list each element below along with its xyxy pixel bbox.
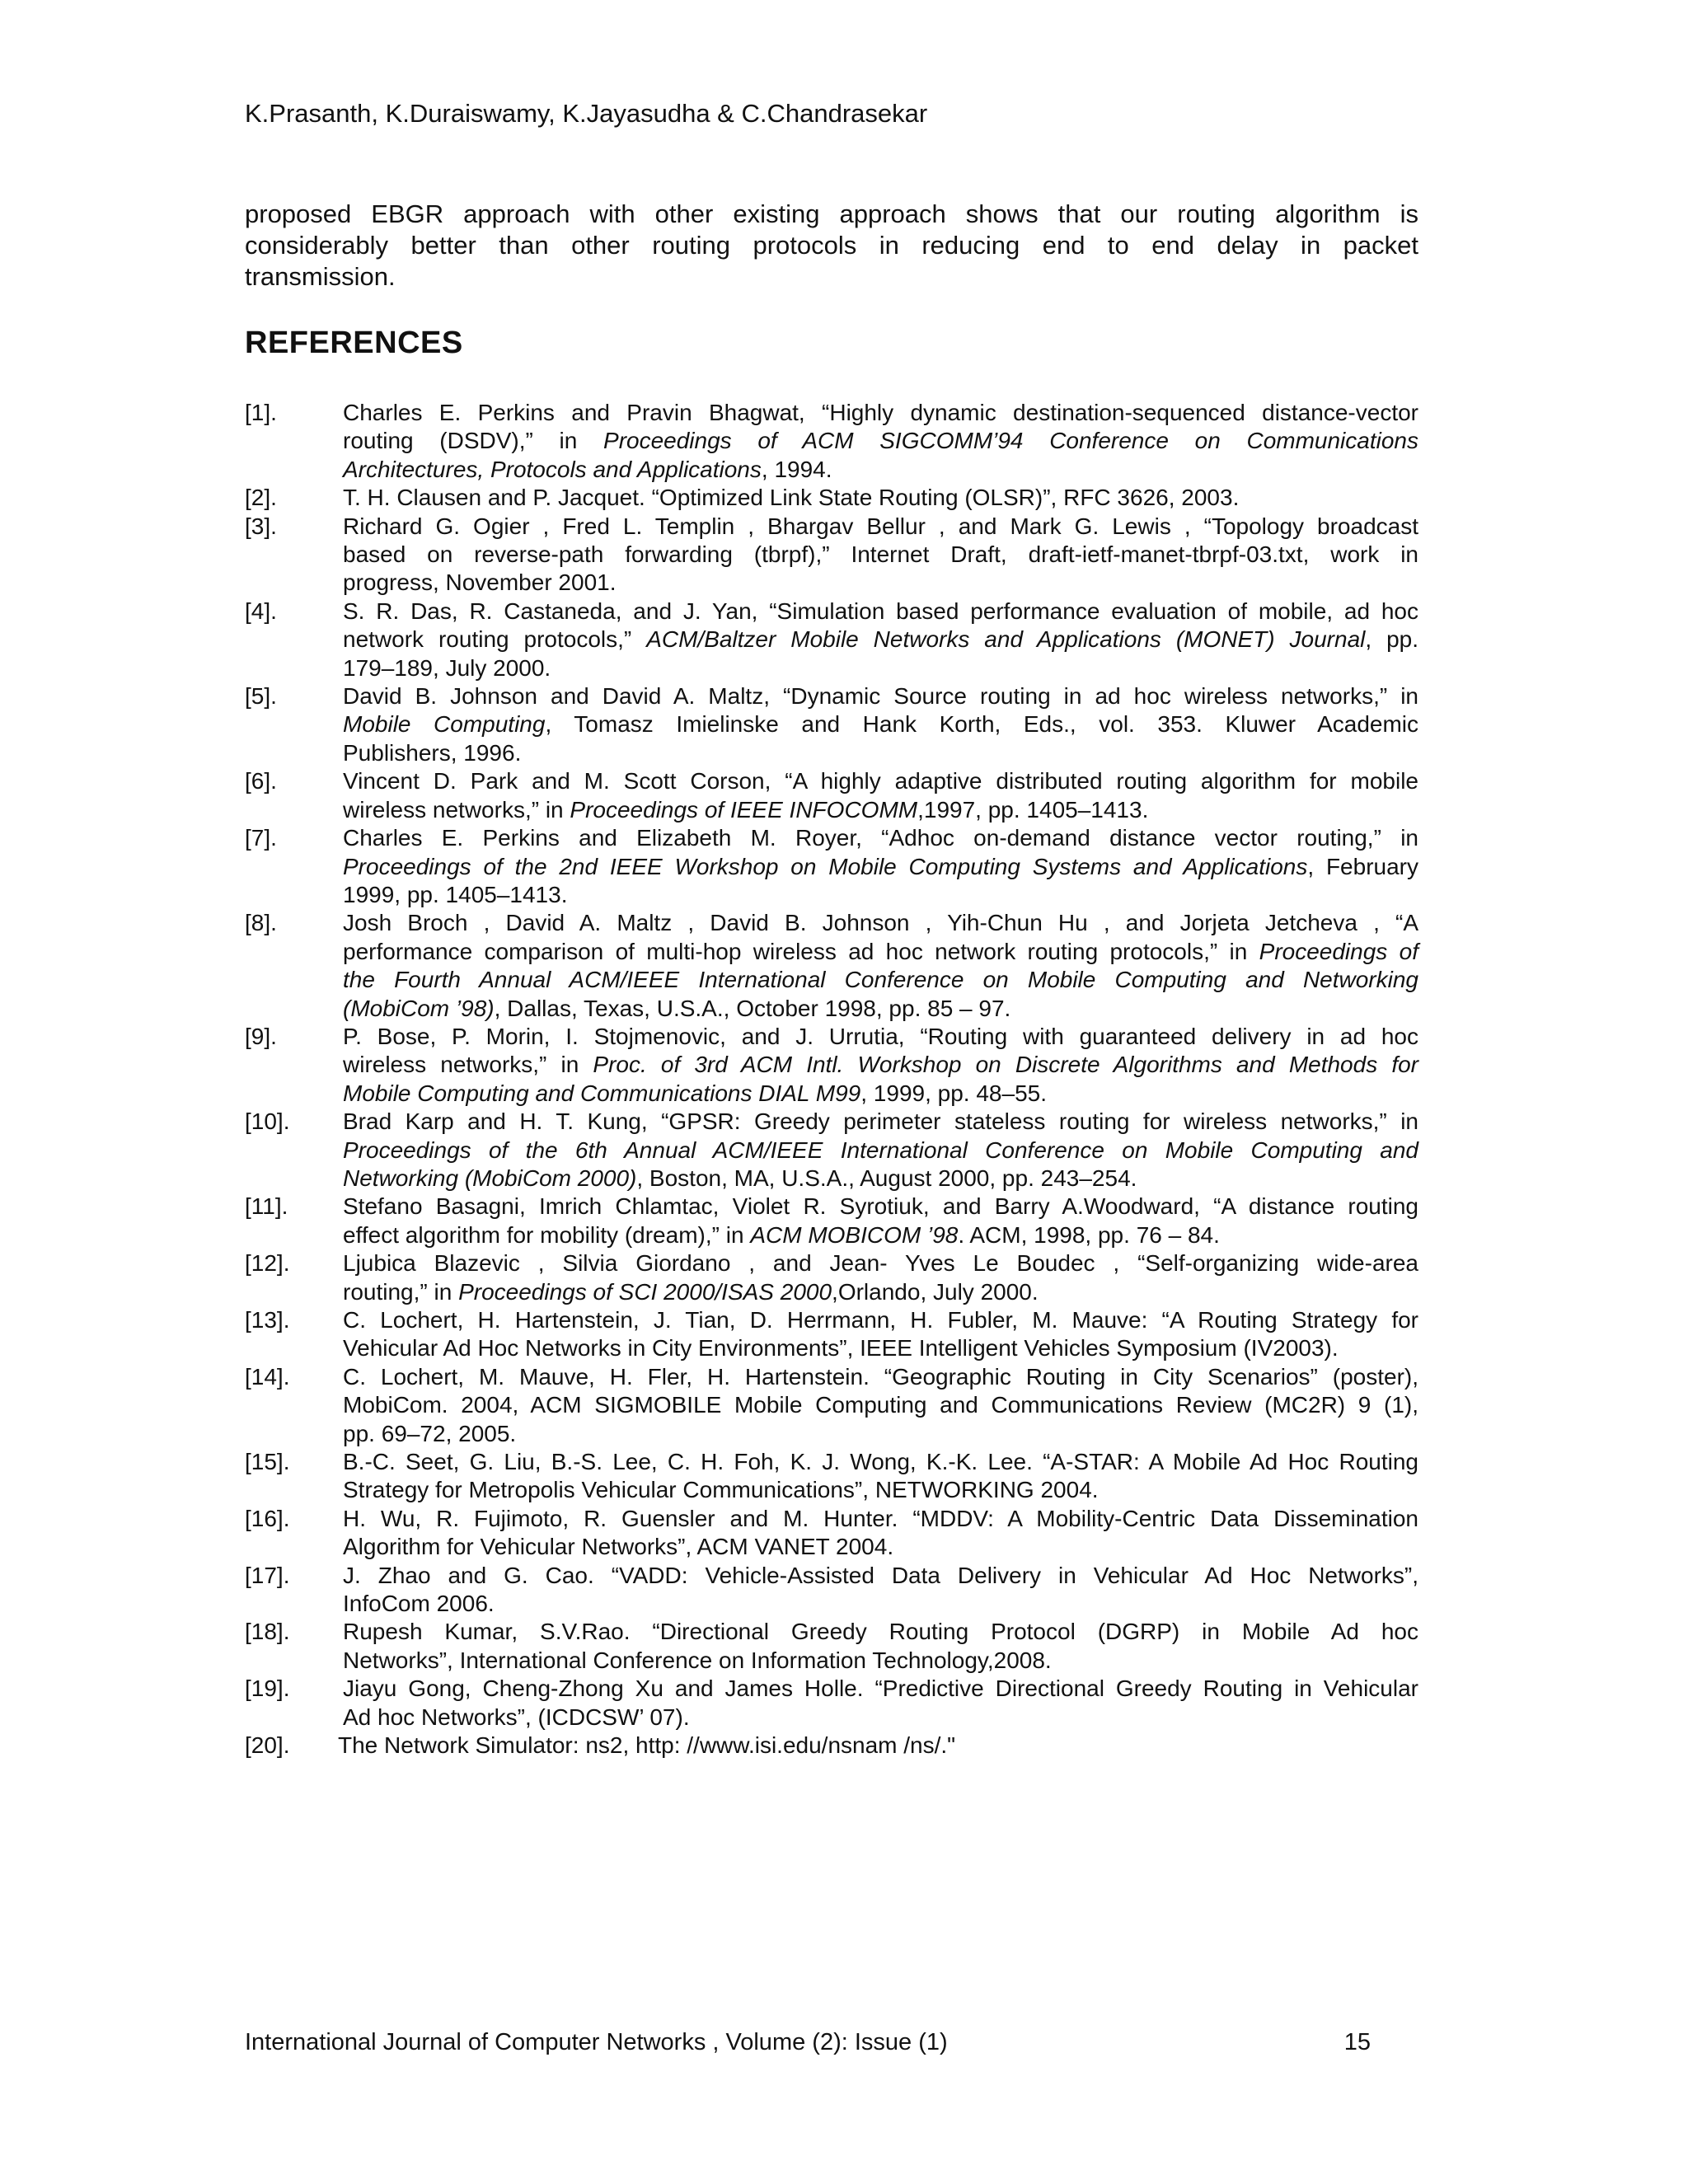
reference-number: [9].	[245, 1023, 277, 1049]
reference-line	[343, 1051, 1418, 1079]
reference-segment: effect algorithm for mobility (dream),” in	[343, 1221, 751, 1248]
reference-venue-italic: Proceedings of the 2nd IEEE Workshop on Mobile Computing Systems and Applications	[343, 853, 1308, 879]
reference-number: [14].	[245, 1363, 290, 1390]
reference-item	[245, 1023, 1418, 1108]
reference-list	[245, 399, 1418, 1760]
reference-venue-italic: Proceedings of ACM SIGCOMM’94 Conference on Communications	[603, 428, 1418, 454]
reference-item	[245, 1562, 1418, 1619]
reference-line	[343, 1647, 1418, 1675]
reference-segment: , pp.	[1365, 626, 1418, 653]
reference-line	[343, 626, 1418, 654]
reference-segment: David B. Johnson and David A. Maltz, “Dynamic Source routing in ad hoc wireless networks,” in	[343, 683, 1418, 710]
reference-line	[343, 1334, 1418, 1362]
reference-venue-italic: Proceedings of SCI 2000/ISAS 2000	[458, 1278, 832, 1305]
reference-item	[245, 1618, 1418, 1675]
reference-line	[338, 1732, 1418, 1760]
reference-segment: S. R. Das, R. Castaneda, and J. Yan, “Simulation based performance evaluation of mobile, ad hoc	[343, 598, 1418, 624]
reference-venue-italic: the Fourth Annual ACM/IEEE International Conference on Mobile Computing and Networking	[343, 967, 1418, 993]
reference-item	[245, 399, 1418, 484]
reference-segment: Vincent D. Park and M. Scott Corson, “A highly adaptive distributed routing algorithm for mobile	[343, 768, 1418, 794]
reference-number: [13].	[245, 1307, 290, 1333]
reference-line	[343, 1306, 1418, 1334]
reference-line	[343, 1675, 1418, 1703]
reference-text	[343, 1363, 1418, 1448]
reference-venue-italic: Proceedings of	[1259, 938, 1418, 964]
reference-line	[343, 1278, 1418, 1306]
reference-segment: , 1999, pp. 48–55.	[860, 1080, 1047, 1106]
reference-venue-italic: Proceedings of IEEE INFOCOMM	[570, 796, 918, 823]
reference-text	[343, 513, 1418, 598]
intro-line: transmission.	[245, 262, 396, 291]
reference-item	[245, 1675, 1418, 1732]
reference-segment: T. H. Clausen and P. Jacquet. “Optimized Link State Routing (OLSR)”, RFC 3626, 2003.	[343, 485, 1240, 511]
reference-segment: Publishers, 1996.	[343, 739, 522, 766]
reference-segment: Josh Broch , David A. Maltz , David B. Johnson , Yih-Chun Hu , and Jorjeta Jetcheva , “A	[343, 910, 1418, 936]
reference-segment: Rupesh Kumar, S.V.Rao. “Directional Greedy Routing Protocol (DGRP) in Mobile Ad hoc	[343, 1619, 1418, 1645]
reference-number: [1].	[245, 400, 277, 425]
reference-number: [5].	[245, 683, 277, 710]
reference-number: [2].	[245, 485, 277, 511]
reference-venue-italic: Mobile Computing	[343, 711, 546, 738]
reference-item	[245, 484, 1418, 512]
reference-venue-italic: ACM MOBICOM ’98	[750, 1221, 959, 1248]
reference-segment: pp. 69–72, 2005.	[343, 1420, 517, 1446]
reference-segment: Vehicular Ad Hoc Networks in City Environments”, IEEE Intelligent Vehicles Symposium (IV2003).	[343, 1335, 1339, 1361]
reference-line	[343, 1108, 1418, 1136]
reference-segment: Richard G. Ogier , Fred L. Templin , Bhargav Bellur , and Mark G. Lewis , “Topology broadcast	[343, 513, 1418, 539]
reference-segment: 1999, pp. 1405–1413.	[343, 881, 568, 907]
reference-segment: C. Lochert, M. Mauve, H. Fler, H. Hartenstein. “Geographic Routing in City Scenarios” (poster),	[343, 1363, 1418, 1390]
reference-number: [18].	[245, 1619, 290, 1645]
reference-line	[343, 399, 1418, 427]
reference-text	[343, 1505, 1418, 1562]
reference-line	[343, 1420, 1418, 1448]
reference-item	[245, 1193, 1418, 1249]
reference-line	[343, 966, 1418, 994]
reference-number: [12].	[245, 1250, 290, 1277]
reference-line	[343, 1533, 1418, 1561]
reference-line	[343, 1193, 1418, 1221]
reference-line	[343, 1562, 1418, 1590]
reference-text	[343, 1562, 1418, 1619]
reference-item	[245, 682, 1418, 767]
reference-venue-italic: ACM/Baltzer Mobile Networks and Applications (MONET) Journal	[646, 626, 1366, 653]
reference-text	[338, 1732, 1418, 1760]
reference-item	[245, 513, 1418, 598]
reference-number: [17].	[245, 1562, 290, 1588]
reference-segment: The Network Simulator: ns2, http: //www.isi.edu/nsnam /ns/."	[338, 1732, 956, 1759]
reference-segment: P. Bose, P. Morin, I. Stojmenovic, and J. Urrutia, “Routing with guaranteed delivery in ad hoc	[343, 1023, 1418, 1049]
reference-line	[343, 1023, 1418, 1051]
reference-item	[245, 1108, 1418, 1193]
reference-item	[245, 598, 1418, 682]
reference-segment: progress, November 2001.	[343, 569, 617, 596]
reference-number: [11].	[245, 1193, 288, 1220]
reference-segment: Networks”, International Conference on Information Technology,2008.	[343, 1647, 1052, 1673]
reference-line	[343, 1448, 1418, 1476]
reference-text	[343, 682, 1418, 767]
reference-item	[245, 1505, 1418, 1562]
reference-line	[343, 938, 1418, 966]
reference-line	[343, 767, 1418, 795]
intro-line: proposed EBGR approach with other existing approach shows that our routing algorithm is	[245, 199, 1418, 228]
reference-segment: ,1997, pp. 1405–1413.	[917, 796, 1149, 823]
reference-item	[245, 1249, 1418, 1306]
reference-line	[343, 1704, 1418, 1732]
intro-paragraph	[245, 199, 1418, 293]
reference-line	[343, 1165, 1418, 1193]
reference-line	[343, 1618, 1418, 1646]
reference-text	[343, 484, 1418, 512]
reference-venue-italic: Architectures, Protocols and Applications	[343, 456, 762, 482]
references-heading: REFERENCES	[245, 326, 463, 360]
footer-journal-title: International Journal of Computer Networks , Volume (2): Issue (1)	[245, 2029, 948, 2055]
reference-line	[343, 881, 1418, 909]
reference-segment: routing (DSDV),” in	[343, 428, 604, 454]
reference-venue-italic: Mobile Computing and Communications DIAL M99	[343, 1080, 861, 1106]
reference-line	[343, 484, 1418, 512]
reference-text	[343, 909, 1418, 1023]
reference-number: [19].	[245, 1675, 290, 1702]
reference-segment: MobiCom. 2004, ACM SIGMOBILE Mobile Computing and Communications Review (MC2R) 9 (1),	[343, 1392, 1418, 1418]
reference-segment: Stefano Basagni, Imrich Chlamtac, Violet R. Syrotiuk, and Barry A.Woodward, “A distance routing	[343, 1193, 1418, 1220]
reference-line	[343, 654, 1418, 682]
reference-segment: , Tomasz Imielinske and Hank Korth, Eds., vol. 353. Kluwer Academic	[545, 711, 1419, 738]
reference-line	[343, 909, 1418, 937]
reference-line	[343, 541, 1418, 569]
reference-segment: performance comparison of multi-hop wireless ad hoc network routing protocols,” in	[343, 938, 1259, 964]
reference-text	[343, 1675, 1418, 1732]
reference-segment: Ljubica Blazevic , Silvia Giordano , and Jean- Yves Le Boudec , “Self-organizing wide-area	[343, 1250, 1418, 1277]
reference-line	[343, 513, 1418, 541]
reference-line	[343, 1505, 1418, 1533]
reference-segment: Jiayu Gong, Cheng-Zhong Xu and James Holle. “Predictive Directional Greedy Routing in Vehicular	[343, 1675, 1418, 1702]
reference-text	[343, 1108, 1418, 1193]
reference-line	[343, 1363, 1418, 1391]
reference-segment: based on reverse-path forwarding (tbrpf),” Internet Draft, draft-ietf-manet-tbrpf-03.txt, work in	[343, 541, 1418, 568]
reference-item	[245, 909, 1418, 1023]
reference-item	[245, 1448, 1418, 1505]
reference-segment: , Boston, MA, U.S.A., August 2000, pp. 243–254.	[636, 1165, 1137, 1191]
reference-number: [7].	[245, 825, 277, 851]
reference-segment: ,Orlando, July 2000.	[832, 1278, 1039, 1305]
reference-segment: InfoCom 2006.	[343, 1591, 495, 1617]
reference-number: [16].	[245, 1505, 290, 1531]
reference-segment: H. Wu, R. Fujimoto, R. Guensler and M. Hunter. “MDDV: A Mobility-Centric Data Dissemination	[343, 1505, 1418, 1531]
reference-segment: Strategy for Metropolis Vehicular Communications”, NETWORKING 2004.	[343, 1477, 1099, 1503]
reference-line	[343, 853, 1418, 881]
reference-item	[245, 824, 1418, 909]
reference-line	[343, 995, 1418, 1023]
reference-text	[343, 1448, 1418, 1505]
reference-line	[343, 598, 1418, 626]
reference-text	[343, 824, 1418, 909]
reference-number: [6].	[245, 768, 277, 794]
reference-segment: Algorithm for Vehicular Networks”, ACM VANET 2004.	[343, 1534, 894, 1560]
reference-text	[343, 1193, 1418, 1249]
reference-line	[343, 682, 1418, 710]
reference-text	[343, 1023, 1418, 1108]
reference-item	[245, 1363, 1418, 1448]
reference-line	[343, 1590, 1418, 1618]
reference-number: [15].	[245, 1449, 290, 1475]
reference-item	[245, 1732, 1418, 1760]
reference-segment: wireless networks,” in	[343, 1052, 593, 1078]
reference-segment: C. Lochert, H. Hartenstein, J. Tian, D. Herrmann, H. Fubler, M. Mauve: “A Routing Strategy for	[343, 1307, 1418, 1333]
reference-line	[343, 1221, 1418, 1249]
reference-text	[343, 1618, 1418, 1675]
reference-segment: . ACM, 1998, pp. 76 – 84.	[958, 1221, 1220, 1248]
reference-line	[343, 739, 1418, 767]
reference-segment: , February	[1307, 853, 1418, 879]
reference-segment: routing,” in	[343, 1278, 459, 1305]
reference-segment: Ad hoc Networks”, (ICDCSW’ 07).	[343, 1704, 690, 1730]
reference-segment: Charles E. Perkins and Pravin Bhagwat, “Highly dynamic destination-sequenced distance-vector	[343, 400, 1418, 425]
reference-venue-italic: Proceedings of the 6th Annual ACM/IEEE International Conference on Mobile Computing and	[343, 1137, 1418, 1163]
reference-item	[245, 1306, 1418, 1363]
reference-segment: network routing protocols,”	[343, 626, 647, 653]
reference-line	[343, 824, 1418, 852]
reference-text	[343, 1249, 1418, 1306]
running-header-authors: K.Prasanth, K.Duraiswamy, K.Jayasudha & C.Chandrasekar	[245, 99, 928, 128]
reference-line	[343, 1137, 1418, 1165]
reference-text	[343, 598, 1418, 682]
reference-line	[343, 427, 1418, 455]
footer-page-number: 15	[1343, 2029, 1371, 2055]
reference-line	[343, 710, 1418, 738]
reference-segment: Charles E. Perkins and Elizabeth M. Royer, “Adhoc on-demand distance vector routing,” in	[343, 825, 1418, 851]
reference-line	[343, 796, 1418, 824]
reference-venue-italic: (MobiCom ’98)	[343, 995, 495, 1021]
reference-line	[343, 1249, 1418, 1277]
reference-item	[245, 767, 1418, 824]
reference-venue-italic: Proc. of 3rd ACM Intl. Workshop on Discrete Algorithms and Methods for	[593, 1052, 1418, 1078]
reference-line	[343, 569, 1418, 597]
reference-number: [8].	[245, 910, 277, 936]
reference-line	[343, 1080, 1418, 1108]
reference-segment: 179–189, July 2000.	[343, 654, 551, 681]
reference-line	[343, 456, 1418, 484]
reference-text	[343, 1306, 1418, 1363]
reference-line	[343, 1391, 1418, 1419]
reference-segment: B.-C. Seet, G. Liu, B.-S. Lee, C. H. Foh, K. J. Wong, K.-K. Lee. “A-STAR: A Mobile Ad Hoc Routing	[343, 1449, 1418, 1475]
reference-number: [4].	[245, 598, 277, 624]
reference-segment: Brad Karp and H. T. Kung, “GPSR: Greedy perimeter stateless routing for wireless networks,” in	[343, 1108, 1418, 1135]
reference-number: [20].	[245, 1732, 290, 1759]
reference-text	[343, 399, 1418, 484]
reference-line	[343, 1476, 1418, 1504]
reference-venue-italic: Networking (MobiCom 2000)	[343, 1165, 637, 1191]
reference-segment: , Dallas, Texas, U.S.A., October 1998, pp. 85 – 97.	[494, 995, 1011, 1021]
reference-number: [10].	[245, 1108, 290, 1135]
reference-number: [3].	[245, 513, 277, 539]
reference-segment: wireless networks,” in	[343, 796, 570, 823]
reference-segment: J. Zhao and G. Cao. “VADD: Vehicle-Assisted Data Delivery in Vehicular Ad Hoc Networks”,	[343, 1562, 1418, 1588]
reference-segment: , 1994.	[761, 456, 832, 482]
intro-line: considerably better than other routing protocols in reducing end to end delay in packet	[245, 231, 1418, 260]
reference-text	[343, 767, 1418, 824]
